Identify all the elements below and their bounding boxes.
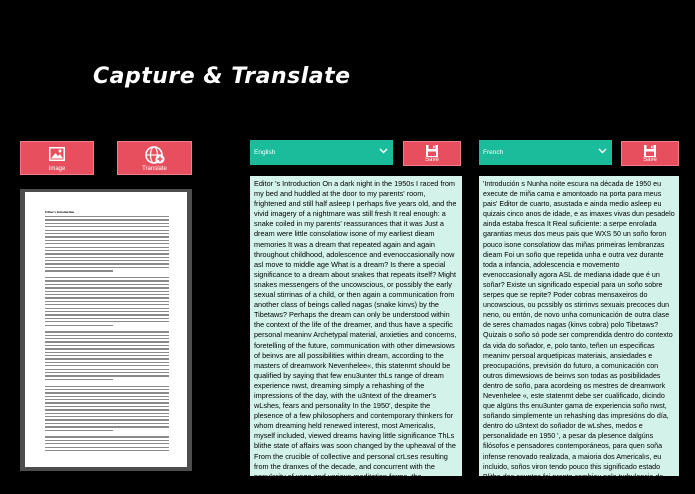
save-source-label: Save bbox=[425, 157, 439, 163]
document-line bbox=[45, 270, 113, 271]
document-line bbox=[45, 216, 169, 217]
document-line bbox=[45, 294, 169, 295]
app-title: Capture & Translate bbox=[93, 64, 351, 89]
document-line bbox=[45, 447, 169, 448]
target-language-select[interactable] bbox=[479, 140, 612, 165]
translate-button-label: Translate bbox=[142, 166, 167, 172]
document-line bbox=[45, 436, 169, 437]
save-source-button[interactable] bbox=[403, 141, 461, 166]
document-line bbox=[45, 219, 169, 220]
document-line bbox=[45, 308, 169, 309]
document-line bbox=[45, 372, 169, 373]
image-button[interactable] bbox=[20, 141, 94, 175]
document-line bbox=[45, 375, 169, 376]
document-line bbox=[45, 413, 169, 414]
document-line bbox=[45, 291, 169, 292]
document-line bbox=[45, 318, 169, 319]
document-line bbox=[45, 355, 169, 356]
document-line bbox=[45, 257, 169, 258]
document-line bbox=[45, 223, 169, 224]
translate-button[interactable] bbox=[117, 141, 192, 175]
document-preview bbox=[20, 189, 192, 471]
source-language-select[interactable] bbox=[250, 140, 393, 165]
document-line bbox=[45, 243, 169, 244]
document-line bbox=[45, 379, 113, 380]
document-line bbox=[45, 402, 169, 403]
target-language-value: French bbox=[483, 149, 504, 156]
document-line bbox=[45, 233, 169, 234]
chevron-down-icon bbox=[379, 148, 388, 156]
document-line bbox=[45, 240, 169, 241]
document-page bbox=[25, 192, 187, 467]
document-line bbox=[45, 338, 169, 339]
chevron-down-icon bbox=[598, 148, 607, 156]
document-line bbox=[45, 280, 169, 281]
document-line bbox=[45, 277, 169, 278]
document-line bbox=[45, 399, 169, 400]
document-line bbox=[45, 440, 169, 441]
document-line bbox=[45, 352, 169, 353]
document-line bbox=[45, 409, 169, 410]
document-line bbox=[45, 301, 169, 302]
document-line bbox=[45, 358, 169, 359]
document-line bbox=[45, 287, 169, 288]
document-line bbox=[45, 392, 169, 393]
document-line bbox=[45, 297, 169, 298]
document-line bbox=[45, 304, 169, 305]
save-target-button[interactable] bbox=[621, 141, 679, 166]
document-line bbox=[45, 325, 113, 326]
document-line bbox=[45, 430, 113, 431]
document-line bbox=[45, 263, 169, 264]
document-line bbox=[45, 406, 169, 407]
document-line bbox=[45, 226, 169, 227]
document-line bbox=[45, 450, 169, 451]
source-text-area[interactable]: Editor 's Introduction On a dark night in the 1950s I raced from my bed and huddled at the door to my parents' room, frightened and still half asleep I perhaps five years old, and the vivid imagery of a nightmare was still fresh It real enough: a snake coiled in my parents' reassurances that it was Just a dream were little consolatiow isone of my earliest dieam memories It was a dream that repeated again and again throughout childhood, adolescence and evenoccasionally now asl move to middle age What is a dream? Is there a special significance to a dream about snakes that repeats itself? Might snakes messengers of the uncowscious, or possibly the early sexual stirrinas of a child, or then again a communication from another class of beings called nagas (snake kinvs) by the Tibetaws? Perhaps the dream can only be understood within the context of the life of the dreamer, and thus have a specific personal meaninv Archetypal material, anxieties and concerns, foretelling of the future, communication with other dimewsiows of beinvs are all possibilities within dream, according to the masters of dreamwork Nevenhelee«, this statenmt should be qualified by saying that few enu3unter thLs range of dream experience nwst, dreaming simply a rehashing of the impressions of the day, with the u3ntext of the dreamer's wLshes, fears and personality In the 1950', despite the plesence of a few philosophers and contemporary thinkers for whom dreaming held renewed interest, most Americalıs, myself included, viewed dreams having little significance ThLs blithe state of affairs was soon changed by the upheaval of the From the crucible of collective and personal crLses resulting from the dranxes of the decade, and concurrent with the popularity of yoga and various meditation forms, the awareness of dreams began to lassert il self in the general bbox=[250, 176, 462, 476]
document-line bbox=[45, 419, 169, 420]
document-line bbox=[45, 443, 169, 444]
document-line bbox=[45, 267, 169, 268]
document-line bbox=[45, 341, 169, 342]
document-line bbox=[45, 362, 169, 363]
document-line bbox=[45, 284, 169, 285]
translated-text-area[interactable]: 'Introdución s Nunha noite escura na década de 1950 eu execute de miña cama e amontoado na porta para meus pais' Editor de cuarto, asustada e ainda medio asleep eu quizais cinco anos de idade, e as imaxes vivas dun pesadelo ainda estaba fresca It Real suficiente: a serpe enrolada garantias meus dos meus pais que WXS 50 un soño foron pouco isone consolatiow das miñas primeiras lembranzas dieam Foi un soño que repetida unha e outra vez durante toda a infancia, adolescencia e movemento evenoccasionally agora ASL de mediana idade que é un soñar? Existe un significado especial para un soño sobre serpes que se repite? Poder cobras mensaxeiros do uncowscious, ou pcssibly os stirrinvs sexuais precoces dun neno, ou entón, de novo unha comunicación de outra clase de seres chamados nagas (kinvs cobra) polo Tibetaws? Quizais o soño só pode ser comprendida dentro do contexto da vida do soñador, e, polo tanto, teñen un especificas meaninv persoal arquetipicas materiais, ansiedades e preocupacións, previsión do futuro, a comunicación con outros dimewsiows de beinvs son todas as posibilidades dentro de soño, para acordeing os mestres de dreamwork Nevenhelee «, este statenmt debe ser cualificado, dicindo que algüns ths enu3unter gama de experiencia soño nwst, soñando simplemente un rehashing das impresións do día, dentro do u3ntext do soñador de wLshes, medos e personalidade en 1950 ', a pesar da plesence dalgúns filósofos e pensadores contemporáneos, para quen soña infense renovado realizada, a maioria dos Americalıs, eu incluido, soños viron tendo pouco this significado estado Blithe dos asuntos foi pronto cambiou pola turbulencia do Dende a placa de crLses bbox=[479, 176, 679, 476]
document-line bbox=[45, 260, 169, 261]
document-line bbox=[45, 321, 169, 322]
document-line bbox=[45, 426, 169, 427]
document-line bbox=[45, 335, 169, 336]
document-line bbox=[45, 389, 169, 390]
document-line bbox=[45, 369, 169, 370]
document-line bbox=[45, 236, 169, 237]
document-line bbox=[45, 416, 169, 417]
document-line bbox=[45, 423, 169, 424]
document-line bbox=[45, 311, 169, 312]
document-line bbox=[45, 314, 169, 315]
document-line bbox=[45, 253, 169, 254]
document-line bbox=[45, 247, 169, 248]
source-language-value: English bbox=[254, 149, 276, 156]
document-line bbox=[45, 396, 169, 397]
document-heading: Editor's Introduction bbox=[45, 210, 75, 214]
document-text-lines bbox=[45, 216, 169, 453]
document-line bbox=[45, 348, 169, 349]
document-line bbox=[45, 250, 169, 251]
save-target-label: Save bbox=[643, 157, 657, 163]
image-button-label: Image bbox=[48, 166, 66, 172]
document-line bbox=[45, 365, 169, 366]
document-line bbox=[45, 386, 169, 387]
document-line bbox=[45, 345, 169, 346]
document-line bbox=[45, 230, 169, 231]
document-line bbox=[45, 331, 169, 332]
